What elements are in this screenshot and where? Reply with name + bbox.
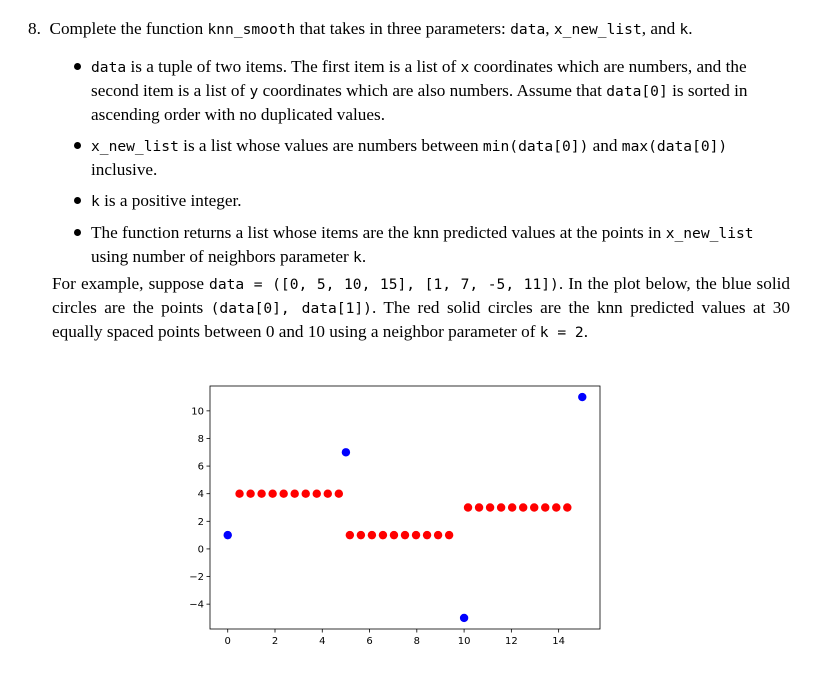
knn-prediction-point	[235, 489, 243, 497]
knn-prediction-point	[257, 489, 265, 497]
knn-prediction-point	[508, 503, 516, 511]
data-point	[224, 531, 232, 539]
knn-prediction-point	[563, 503, 571, 511]
knn-prediction-point	[434, 531, 442, 539]
text-span: inclusive.	[91, 160, 158, 179]
knn-prediction-point	[423, 531, 431, 539]
bullet-dot-icon	[74, 229, 81, 236]
x-tick-label: 2	[271, 636, 279, 647]
text-span: coordinates which are also numbers. Assume that	[258, 81, 607, 100]
knn-prediction-point	[268, 489, 276, 497]
text-span: is sorted in ascending order with no duplicated values.	[91, 81, 748, 124]
x-tick-label: 14	[552, 636, 566, 647]
code-span: min(data[0])	[482, 138, 589, 155]
y-tick-label: 8	[197, 433, 204, 445]
text-span: For example, suppose	[52, 274, 210, 293]
knn-prediction-point	[464, 503, 472, 511]
knn-prediction-point	[390, 531, 398, 539]
knn-plot	[170, 380, 610, 670]
x-tick-label: 4	[319, 636, 326, 647]
data-point	[342, 448, 350, 456]
bullet-item	[28, 221, 788, 269]
text-span: using number of neighbors parameter	[91, 247, 354, 266]
knn-prediction-point	[530, 503, 538, 511]
example-paragraph	[52, 272, 790, 344]
x-tick-label: 8	[413, 636, 421, 647]
bullet-list	[28, 55, 798, 269]
text-span: is a list whose values are numbers between	[178, 136, 483, 155]
knn-prediction-point	[335, 489, 343, 497]
intro-text: .	[688, 19, 693, 38]
code-span: x_new_list	[91, 138, 179, 155]
code-span: x_new_list	[665, 225, 754, 242]
x-tick-label: 0	[224, 636, 231, 647]
code-span: max(data[0])	[621, 138, 728, 155]
text-span: is a tuple of two items. The first item is a list of	[126, 57, 461, 76]
code-span: x	[460, 59, 470, 76]
data-point	[578, 393, 586, 401]
knn-prediction-point	[313, 489, 321, 497]
y-tick-label: 6	[197, 461, 204, 473]
knn-prediction-point	[445, 531, 453, 539]
bullet-dot-icon	[74, 63, 81, 70]
knn-prediction-point	[302, 489, 310, 497]
x-tick-label: 6	[366, 636, 373, 647]
intro-text: that takes in three parameters:	[295, 19, 511, 38]
x-tick-label: 12	[504, 636, 518, 647]
y-tick-label: 0	[197, 544, 204, 556]
code-span: (data[0], data[1])	[210, 300, 372, 317]
problem-number: 8.	[28, 19, 41, 38]
text-span: and	[588, 136, 622, 155]
text-span: . The red solid circles are the knn predicted values at 30 equally spaced points between 0 and 10 using a neighbor parameter of	[52, 298, 790, 341]
knn-prediction-point	[346, 531, 354, 539]
knn-prediction-point	[541, 503, 549, 511]
y-tick-label: 2	[197, 516, 204, 528]
knn-prediction-point	[246, 489, 254, 497]
y-tick-label: 10	[191, 406, 204, 418]
text-span: . In the plot below, the blue solid circles are the points	[52, 274, 790, 317]
y-tick-label: −4	[189, 599, 204, 611]
knn-prediction-point	[552, 503, 560, 511]
problem-statement	[28, 17, 798, 277]
code-span: k	[91, 193, 100, 210]
y-tick-label: 4	[197, 489, 204, 501]
y-tick-label: −2	[189, 572, 204, 584]
intro-text: ,	[545, 19, 554, 38]
knn-prediction-point	[357, 531, 365, 539]
knn-prediction-point	[401, 531, 409, 539]
text-span: .	[361, 247, 367, 266]
knn-prediction-point	[519, 503, 527, 511]
problem-intro	[28, 17, 798, 41]
x-tick-label: 10	[457, 636, 471, 647]
data-point	[460, 614, 468, 622]
knn-prediction-point	[290, 489, 298, 497]
bullet-dot-icon	[74, 197, 81, 204]
bullet-item	[28, 134, 788, 181]
knn-prediction-point	[368, 531, 376, 539]
function-name: knn_smooth	[207, 21, 296, 38]
text-span: is a positive integer.	[99, 191, 242, 210]
knn-prediction-point	[279, 489, 287, 497]
knn-prediction-point	[475, 503, 483, 511]
param-data: data	[510, 21, 546, 38]
param-k: k	[679, 21, 689, 38]
code-span: data = ([0, 5, 10, 15], [1, 7, -5, 11])	[209, 276, 559, 293]
code-span: k	[353, 249, 362, 266]
code-span: y	[249, 83, 259, 100]
text-span: The function returns a list whose items are the knn predicted values at the points in	[91, 223, 666, 242]
example-text	[52, 272, 790, 344]
knn-prediction-point	[379, 531, 387, 539]
intro-text: , and	[641, 19, 680, 38]
knn-prediction-point	[486, 503, 494, 511]
code-span: data	[91, 59, 127, 76]
intro-text: Complete the function	[49, 19, 208, 38]
text-span: coordinates which are numbers, and the second item is a list of	[91, 57, 747, 100]
code-span: k = 2	[539, 324, 584, 341]
param-x-new-list: x_new_list	[553, 21, 642, 38]
knn-prediction-point	[324, 489, 332, 497]
bullet-item	[28, 55, 788, 126]
knn-prediction-point	[497, 503, 505, 511]
bullet-dot-icon	[74, 142, 81, 149]
text-span: .	[583, 322, 589, 341]
bullet-item	[28, 189, 788, 213]
knn-plot-svg	[170, 380, 610, 670]
code-span: data[0]	[606, 83, 668, 100]
knn-prediction-point	[412, 531, 420, 539]
